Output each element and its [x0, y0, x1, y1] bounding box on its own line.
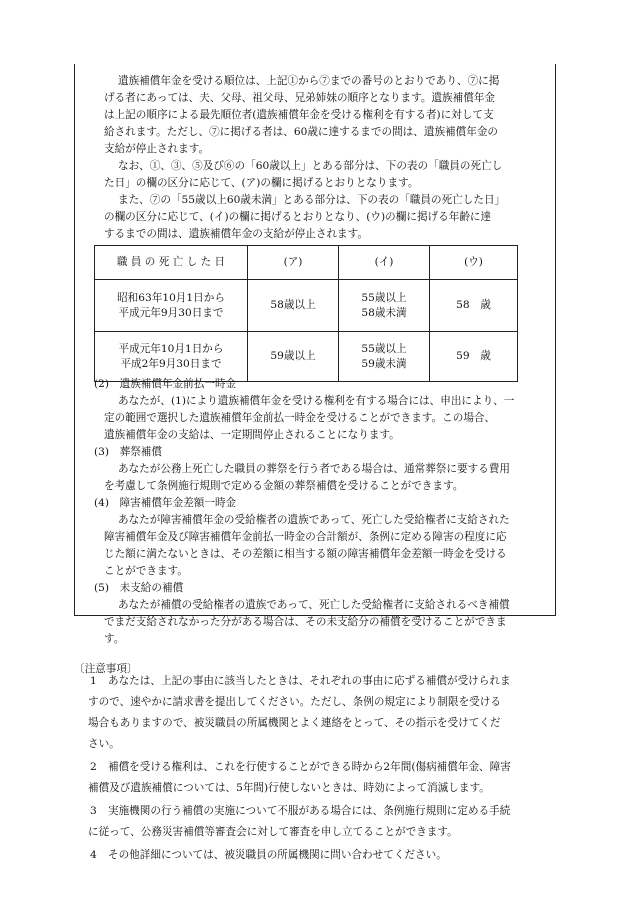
table-cell-a: 59歳以上: [248, 332, 339, 382]
table-row: [95, 280, 518, 332]
note-line: に従って、公務災害補償等審査会に対して審査を申し立てることができます。: [88, 826, 458, 838]
note-number: 2: [90, 761, 97, 773]
text-line: 遺族補償年金の支給は、一定期間停止されることになります。: [104, 429, 400, 441]
text-line: あなたが障害補償年金の受給権者の遺族であって、死亡した受給権者に支給された: [118, 514, 510, 526]
text-line: 定の範囲で選択した遺族補償年金前払一時金を受けることができます。この場合、: [104, 412, 496, 424]
note-number: 1: [90, 675, 97, 687]
age-line: 55歳以上: [361, 342, 407, 355]
date-line: 昭和63年10月1日から: [117, 291, 225, 304]
note-line: 補償及び遺族補償については、5年間)行使しないときは、時効によって消滅します。: [88, 782, 490, 794]
table-cell-i: [339, 332, 430, 382]
note-number: 4: [90, 849, 97, 861]
table-header-row: [95, 246, 518, 280]
age-line: 55歳以上: [361, 291, 407, 304]
text-line: するまでの間は、遺族補償年金の支給が停止されます。: [104, 228, 368, 240]
table-header: (ウ): [430, 246, 518, 280]
section-heading: (2) 遺族補償年金前払一時金: [94, 378, 237, 390]
table-header: (ア): [248, 246, 339, 280]
text-line: また、⑦の「55歳以上60歳未満」とある部分は、下の表の「職員の死亡した日」: [118, 194, 506, 206]
text-line: あなたが公務上死亡した職員の葬祭を行う者である場合は、通常葬祭に要する費用: [118, 463, 510, 475]
table-cell-a: 58歳以上: [248, 280, 339, 332]
note-line: 補償を受ける権利は、これを行使することができる時から2年間(傷病補償年金、障害: [108, 761, 511, 773]
section-heading: (5) 未支給の補償: [94, 582, 184, 594]
text-line: げる者にあっては、夫、父母、祖父母、兄弟姉妹の順序となります。遺族補償年金: [104, 92, 496, 104]
notes-heading: 〔注意事項〕: [74, 662, 138, 675]
text-line: は上記の順序による最先順位者(遺族補償年金を受ける権利を有する者)に対して支: [104, 109, 494, 121]
text-line: す。: [104, 633, 125, 645]
text-line: じた額に満たないときは、その差額に相当する額の障害補償年金差額一時金を受ける: [104, 548, 507, 560]
table-cell-date: [95, 332, 248, 382]
text-line: た日」の欄の区分に応じて、(ア)の欄に掲げるとおりとなります。: [104, 177, 419, 189]
section-heading: (3) 葬祭補償: [94, 446, 162, 458]
table-header: 職 員 の 死 亡 し た 日: [95, 246, 248, 280]
text-line: 支給が停止されます。: [104, 143, 210, 155]
note-line: その他詳細については、被災職員の所属機関に問い合わせてください。: [108, 849, 447, 861]
note-line: 実施機関の行う補償の実施について不服がある場合には、条例施行規則に定める手続: [108, 805, 511, 817]
table-cell-date: [95, 280, 248, 332]
section-heading: (4) 障害補償年金差額一時金: [94, 497, 237, 509]
text-line: ことができます。: [104, 565, 188, 577]
date-line: 平成2年9月30日まで: [120, 357, 222, 370]
date-line: 平成元年10月1日から: [118, 342, 224, 355]
text-line: 給されます。ただし、⑦に掲げる者は、60歳に達するまでの間は、遺族補償年金の: [104, 126, 499, 138]
note-number: 3: [90, 805, 97, 817]
table-cell-u: 59 歳: [430, 332, 518, 382]
table-cell-i: [339, 280, 430, 332]
text-line: あなたが、(1)により遺族補償年金を受ける権利を有する場合には、申出により、一: [118, 395, 515, 407]
age-line: 59歳未満: [361, 357, 407, 370]
note-line: 場合もありますので、被災職員の所属機関とよく連絡をとって、その指示を受けてくだ: [88, 717, 501, 729]
age-table: [94, 245, 518, 382]
table-header: (イ): [339, 246, 430, 280]
text-line: を考慮して条例施行規則で定める金額の葬祭補償を受けることができます。: [104, 480, 464, 492]
text-line: なお、①、③、⑤及び⑥の「60歳以上」とある部分は、下の表の「職員の死亡し: [118, 160, 503, 172]
text-line: でまだ支給されなかった分がある場合は、その未支給分の補償を受けることができま: [104, 616, 507, 628]
text-line: 障害補償年金及び障害補償年金前払一時金の合計額が、条例に定める障害の程度に応: [104, 531, 507, 543]
age-line: 58歳未満: [361, 306, 407, 319]
table-cell-u: 58 歳: [430, 280, 518, 332]
date-line: 平成元年9月30日まで: [118, 306, 224, 319]
note-line: さい。: [88, 738, 120, 750]
text-line: 遺族補償年金を受ける順位は、上記①から⑦までの番号のとおりであり、⑦に掲: [118, 75, 500, 87]
text-line: あなたが補償の受給権者の遺族であって、死亡した受給権者に支給されるべき補償: [118, 599, 510, 611]
note-line: あなたは、上記の事由に該当したときは、それぞれの事由に応ずる補償が受けられま: [108, 675, 511, 687]
table-row: [95, 332, 518, 382]
text-line: の欄の区分に応じて、(イ)の欄に掲げるとおりとなり、(ウ)の欄に掲げる年齢に達: [104, 211, 492, 223]
note-line: すので、速やかに請求書を提出してください。ただし、条例の規定により制限を受ける: [88, 696, 501, 708]
